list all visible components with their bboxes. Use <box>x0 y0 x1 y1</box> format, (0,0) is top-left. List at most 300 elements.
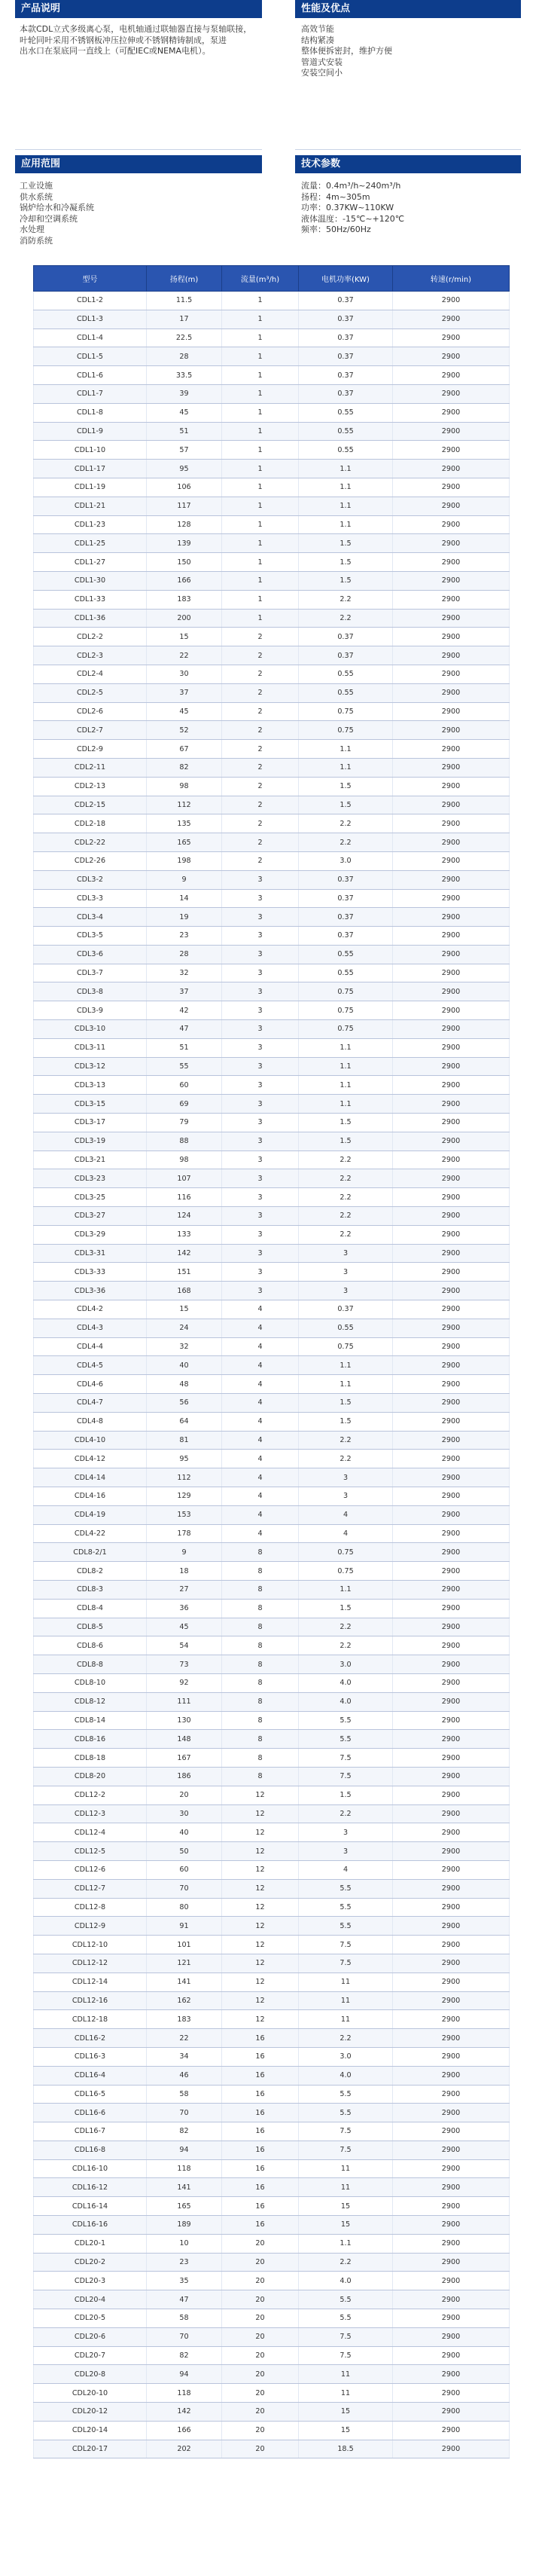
cell-model: CDL20-1 <box>34 2234 147 2253</box>
table-row <box>34 1319 510 1337</box>
cell-power: 1.1 <box>299 460 393 478</box>
table-row <box>34 796 510 814</box>
cell-power: 11 <box>299 1972 393 1991</box>
cell-speed: 2900 <box>393 310 510 328</box>
cell-flow: 4 <box>222 1487 299 1506</box>
cell-model: CDL4-12 <box>34 1450 147 1468</box>
table-row <box>34 1842 510 1861</box>
cell-power: 0.37 <box>299 1300 393 1319</box>
cell-head: 165 <box>147 2197 222 2216</box>
cell-flow: 4 <box>222 1394 299 1413</box>
cell-head: 47 <box>147 1020 222 1039</box>
cell-flow: 2 <box>222 851 299 870</box>
applications-line: 消防系统 <box>20 235 53 246</box>
spec-table <box>33 265 510 2458</box>
cell-flow: 8 <box>222 1655 299 1674</box>
cell-power: 5.5 <box>299 2290 393 2309</box>
product-desc-title: 产品说明 <box>15 0 262 18</box>
cell-head: 153 <box>147 1505 222 1524</box>
cell-model: CDL1-5 <box>34 347 147 366</box>
cell-power: 1.1 <box>299 1580 393 1599</box>
table-row <box>34 1057 510 1076</box>
cell-model: CDL2-5 <box>34 683 147 702</box>
table-row <box>34 2421 510 2440</box>
features-line: 高效节能 <box>301 24 334 34</box>
cell-model: CDL8-8 <box>34 1655 147 1674</box>
cell-flow: 8 <box>222 1749 299 1768</box>
cell-flow: 3 <box>222 1225 299 1244</box>
cell-head: 67 <box>147 740 222 759</box>
cell-head: 94 <box>147 2141 222 2159</box>
table-row <box>34 1543 510 1562</box>
cell-power: 0.37 <box>299 366 393 385</box>
cell-model: CDL20-4 <box>34 2290 147 2309</box>
cell-power: 2.2 <box>299 1188 393 1207</box>
cell-model: CDL12-18 <box>34 2010 147 2029</box>
cell-power: 11 <box>299 1991 393 2010</box>
cell-head: 166 <box>147 2421 222 2440</box>
cell-speed: 2900 <box>393 1095 510 1114</box>
cell-flow: 20 <box>222 2384 299 2403</box>
cell-speed: 2900 <box>393 1394 510 1413</box>
cell-model: CDL8-12 <box>34 1692 147 1711</box>
cell-power: 0.55 <box>299 403 393 422</box>
cell-power: 3 <box>299 1244 393 1263</box>
table-row <box>34 1917 510 1936</box>
cell-head: 112 <box>147 796 222 814</box>
cell-model: CDL16-14 <box>34 2197 147 2216</box>
cell-speed: 2900 <box>393 1917 510 1936</box>
tech-params-text <box>301 181 519 236</box>
cell-speed: 2900 <box>393 1038 510 1057</box>
cell-model: CDL12-5 <box>34 1842 147 1861</box>
cell-speed: 2900 <box>393 1898 510 1917</box>
cell-speed: 2900 <box>393 292 510 310</box>
cell-flow: 20 <box>222 2346 299 2365</box>
table-row <box>34 460 510 478</box>
cell-model: CDL20-10 <box>34 2384 147 2403</box>
header-head: 扬程(m) <box>147 266 222 292</box>
cell-power: 15 <box>299 2421 393 2440</box>
cell-power: 3 <box>299 1468 393 1487</box>
cell-power: 1.5 <box>299 1412 393 1431</box>
cell-power: 0.75 <box>299 1001 393 1020</box>
cell-head: 70 <box>147 2104 222 2122</box>
cell-power: 1.5 <box>299 1394 393 1413</box>
cell-flow: 12 <box>222 1917 299 1936</box>
header-power: 电机功率(KW) <box>299 266 393 292</box>
cell-power: 5.5 <box>299 2085 393 2104</box>
cell-speed: 2900 <box>393 1505 510 1524</box>
cell-speed: 2900 <box>393 1001 510 1020</box>
cell-model: CDL1-3 <box>34 310 147 328</box>
cell-flow: 3 <box>222 889 299 908</box>
cell-speed: 2900 <box>393 1730 510 1749</box>
product-desc-line: 叶轮同叶采用不锈钢板冲压拉伸或不锈钢精铸制成，泵进 <box>20 35 227 45</box>
cell-power: 7.5 <box>299 2122 393 2141</box>
table-row <box>34 2309 510 2328</box>
cell-speed: 2900 <box>393 515 510 534</box>
cell-model: CDL4-3 <box>34 1319 147 1337</box>
cell-speed: 2900 <box>393 2010 510 2029</box>
cell-speed: 2900 <box>393 1599 510 1618</box>
divider-right <box>295 149 521 150</box>
cell-power: 0.55 <box>299 665 393 683</box>
cell-speed: 2900 <box>393 1319 510 1337</box>
cell-speed: 2900 <box>393 1468 510 1487</box>
cell-speed: 2900 <box>393 2029 510 2048</box>
cell-power: 5.5 <box>299 2104 393 2122</box>
cell-flow: 1 <box>222 478 299 497</box>
cell-flow: 16 <box>222 2047 299 2066</box>
cell-head: 50 <box>147 1842 222 1861</box>
cell-head: 94 <box>147 2365 222 2384</box>
cell-head: 121 <box>147 1954 222 1972</box>
cell-model: CDL8-5 <box>34 1618 147 1636</box>
table-row <box>34 851 510 870</box>
table-row <box>34 366 510 385</box>
table-row <box>34 927 510 946</box>
cell-speed: 2900 <box>393 2253 510 2272</box>
table-row <box>34 2141 510 2159</box>
cell-speed: 2900 <box>393 683 510 702</box>
cell-flow: 12 <box>222 1786 299 1804</box>
cell-speed: 2900 <box>393 814 510 833</box>
cell-flow: 1 <box>222 609 299 628</box>
cell-head: 22 <box>147 2029 222 2048</box>
cell-model: CDL3-21 <box>34 1150 147 1169</box>
cell-head: 51 <box>147 1038 222 1057</box>
cell-model: CDL3-7 <box>34 964 147 982</box>
cell-speed: 2900 <box>393 1412 510 1431</box>
table-row <box>34 1580 510 1599</box>
cell-head: 91 <box>147 1917 222 1936</box>
cell-head: 60 <box>147 1076 222 1095</box>
cell-model: CDL1-9 <box>34 422 147 441</box>
cell-flow: 3 <box>222 1095 299 1114</box>
cell-head: 40 <box>147 1823 222 1842</box>
cell-power: 4 <box>299 1860 393 1879</box>
cell-model: CDL2-4 <box>34 665 147 683</box>
cell-flow: 4 <box>222 1505 299 1524</box>
cell-flow: 16 <box>222 2141 299 2159</box>
table-row <box>34 1655 510 1674</box>
table-row <box>34 1394 510 1413</box>
cell-model: CDL3-8 <box>34 982 147 1001</box>
cell-model: CDL3-23 <box>34 1169 147 1188</box>
table-row <box>34 2272 510 2290</box>
cell-model: CDL8-6 <box>34 1636 147 1655</box>
cell-model: CDL4-14 <box>34 1468 147 1487</box>
cell-model: CDL4-7 <box>34 1394 147 1413</box>
cell-flow: 16 <box>222 2104 299 2122</box>
cell-model: CDL3-17 <box>34 1114 147 1132</box>
cell-model: CDL1-21 <box>34 497 147 515</box>
cell-model: CDL1-36 <box>34 609 147 628</box>
cell-model: CDL2-2 <box>34 628 147 646</box>
table-row <box>34 1095 510 1114</box>
cell-power: 1.1 <box>299 740 393 759</box>
cell-power: 2.2 <box>299 590 393 609</box>
cell-model: CDL20-14 <box>34 2421 147 2440</box>
table-body <box>34 292 510 2458</box>
cell-model: CDL3-3 <box>34 889 147 908</box>
cell-head: 118 <box>147 2384 222 2403</box>
cell-power: 15 <box>299 2197 393 2216</box>
cell-model: CDL8-4 <box>34 1599 147 1618</box>
cell-head: 17 <box>147 310 222 328</box>
cell-speed: 2900 <box>393 2440 510 2458</box>
cell-flow: 12 <box>222 1842 299 1861</box>
cell-speed: 2900 <box>393 945 510 964</box>
applications-line: 水处理 <box>20 225 44 234</box>
cell-power: 1.1 <box>299 515 393 534</box>
cell-power: 0.37 <box>299 628 393 646</box>
cell-model: CDL3-6 <box>34 945 147 964</box>
cell-speed: 2900 <box>393 384 510 403</box>
tech-params-line: 流量：0.4m³/h~240m³/h <box>301 181 401 191</box>
table-row <box>34 1132 510 1150</box>
cell-speed: 2900 <box>393 441 510 460</box>
cell-head: 30 <box>147 665 222 683</box>
cell-speed: 2900 <box>393 403 510 422</box>
cell-flow: 3 <box>222 1244 299 1263</box>
cell-power: 15 <box>299 2216 393 2235</box>
cell-flow: 3 <box>222 927 299 946</box>
cell-head: 32 <box>147 964 222 982</box>
header-model: 型号 <box>34 266 147 292</box>
table-row <box>34 1898 510 1917</box>
cell-speed: 2900 <box>393 2141 510 2159</box>
cell-head: 142 <box>147 2403 222 2422</box>
table-row <box>34 2047 510 2066</box>
table-row <box>34 2159 510 2178</box>
cell-power: 0.37 <box>299 870 393 889</box>
table-row <box>34 1207 510 1226</box>
applications-title: 应用范围 <box>15 155 262 173</box>
cell-speed: 2900 <box>393 2122 510 2141</box>
cell-head: 69 <box>147 1095 222 1114</box>
table-row <box>34 1823 510 1842</box>
cell-model: CDL16-6 <box>34 2104 147 2122</box>
cell-head: 82 <box>147 2122 222 2141</box>
cell-flow: 1 <box>222 534 299 553</box>
cell-model: CDL4-22 <box>34 1524 147 1543</box>
cell-head: 30 <box>147 1804 222 1823</box>
cell-flow: 3 <box>222 1001 299 1020</box>
cell-head: 23 <box>147 927 222 946</box>
table-row <box>34 2403 510 2422</box>
cell-power: 0.55 <box>299 1319 393 1337</box>
cell-power: 15 <box>299 2403 393 2422</box>
cell-flow: 1 <box>222 460 299 478</box>
table-row <box>34 1375 510 1394</box>
cell-speed: 2900 <box>393 665 510 683</box>
cell-speed: 2900 <box>393 646 510 665</box>
cell-model: CDL4-16 <box>34 1487 147 1506</box>
cell-flow: 1 <box>222 310 299 328</box>
cell-head: 36 <box>147 1599 222 1618</box>
cell-power: 2.2 <box>299 1225 393 1244</box>
cell-speed: 2900 <box>393 1972 510 1991</box>
table-row <box>34 292 510 310</box>
cell-model: CDL2-13 <box>34 777 147 796</box>
cell-model: CDL8-3 <box>34 1580 147 1599</box>
cell-flow: 3 <box>222 1169 299 1188</box>
table-row <box>34 1860 510 1879</box>
cell-model: CDL1-27 <box>34 553 147 572</box>
cell-flow: 20 <box>222 2421 299 2440</box>
table-row <box>34 1300 510 1319</box>
cell-power: 7.5 <box>299 1767 393 1786</box>
divider-left <box>15 149 262 150</box>
cell-head: 202 <box>147 2440 222 2458</box>
cell-model: CDL16-12 <box>34 2178 147 2197</box>
cell-speed: 2900 <box>393 2159 510 2178</box>
applications-line: 供水系统 <box>20 191 53 202</box>
cell-power: 0.55 <box>299 422 393 441</box>
cell-power: 0.75 <box>299 1020 393 1039</box>
cell-power: 2.2 <box>299 1431 393 1450</box>
cell-head: 92 <box>147 1673 222 1692</box>
cell-flow: 1 <box>222 328 299 347</box>
cell-flow: 2 <box>222 740 299 759</box>
cell-flow: 4 <box>222 1337 299 1356</box>
cell-flow: 2 <box>222 646 299 665</box>
cell-flow: 1 <box>222 384 299 403</box>
cell-model: CDL4-8 <box>34 1412 147 1431</box>
cell-model: CDL4-10 <box>34 1431 147 1450</box>
table-row <box>34 515 510 534</box>
cell-flow: 20 <box>222 2309 299 2328</box>
features-title: 性能及优点 <box>295 0 521 18</box>
cell-head: 22.5 <box>147 328 222 347</box>
cell-model: CDL12-3 <box>34 1804 147 1823</box>
cell-model: CDL2-11 <box>34 758 147 777</box>
cell-power: 0.37 <box>299 908 393 927</box>
cell-speed: 2900 <box>393 870 510 889</box>
cell-power: 3.0 <box>299 2047 393 2066</box>
cell-head: 133 <box>147 1225 222 1244</box>
cell-power: 0.75 <box>299 1337 393 1356</box>
cell-head: 58 <box>147 2085 222 2104</box>
cell-speed: 2900 <box>393 1057 510 1076</box>
cell-head: 107 <box>147 1169 222 1188</box>
cell-flow: 20 <box>222 2253 299 2272</box>
cell-model: CDL20-7 <box>34 2346 147 2365</box>
cell-model: CDL16-3 <box>34 2047 147 2066</box>
table-row <box>34 721 510 740</box>
cell-head: 40 <box>147 1356 222 1375</box>
applications-text <box>20 181 260 246</box>
cell-head: 118 <box>147 2159 222 2178</box>
cell-speed: 2900 <box>393 1860 510 1879</box>
cell-flow: 8 <box>222 1618 299 1636</box>
cell-flow: 3 <box>222 964 299 982</box>
cell-flow: 3 <box>222 1150 299 1169</box>
cell-head: 167 <box>147 1749 222 1768</box>
cell-power: 5.5 <box>299 1879 393 1898</box>
cell-speed: 2900 <box>393 2272 510 2290</box>
cell-power: 1.5 <box>299 1786 393 1804</box>
cell-speed: 2900 <box>393 1543 510 1562</box>
cell-head: 42 <box>147 1001 222 1020</box>
cell-power: 2.2 <box>299 1207 393 1226</box>
cell-speed: 2900 <box>393 1786 510 1804</box>
cell-speed: 2900 <box>393 2309 510 2328</box>
cell-flow: 3 <box>222 1188 299 1207</box>
cell-head: 20 <box>147 1786 222 1804</box>
cell-head: 33.5 <box>147 366 222 385</box>
cell-head: 168 <box>147 1282 222 1300</box>
cell-model: CDL3-4 <box>34 908 147 927</box>
table-row <box>34 1282 510 1300</box>
table-row <box>34 1767 510 1786</box>
cell-model: CDL20-6 <box>34 2327 147 2346</box>
table-row <box>34 497 510 515</box>
cell-model: CDL3-10 <box>34 1020 147 1039</box>
cell-model: CDL3-9 <box>34 1001 147 1020</box>
cell-flow: 3 <box>222 908 299 927</box>
cell-power: 2.2 <box>299 2029 393 2048</box>
cell-model: CDL1-33 <box>34 590 147 609</box>
cell-power: 7.5 <box>299 1954 393 1972</box>
cell-flow: 16 <box>222 2159 299 2178</box>
product-desc-line: 出水口在泵底同一直线上（可配IEC或NEMA电机）。 <box>20 46 211 56</box>
cell-speed: 2900 <box>393 2327 510 2346</box>
cell-power: 3.0 <box>299 1655 393 1674</box>
cell-model: CDL8-20 <box>34 1767 147 1786</box>
cell-model: CDL20-17 <box>34 2440 147 2458</box>
table-row <box>34 2234 510 2253</box>
cell-flow: 12 <box>222 2010 299 2029</box>
cell-speed: 2900 <box>393 927 510 946</box>
cell-head: 128 <box>147 515 222 534</box>
table-row <box>34 1673 510 1692</box>
cell-head: 135 <box>147 814 222 833</box>
cell-power: 1.5 <box>299 571 393 590</box>
cell-power: 1.1 <box>299 1038 393 1057</box>
cell-speed: 2900 <box>393 1767 510 1786</box>
cell-model: CDL3-11 <box>34 1038 147 1057</box>
cell-power: 1.5 <box>299 1114 393 1132</box>
cell-power: 0.75 <box>299 1562 393 1581</box>
table-row <box>34 2253 510 2272</box>
cell-head: 45 <box>147 403 222 422</box>
cell-head: 95 <box>147 460 222 478</box>
table-row <box>34 2197 510 2216</box>
cell-model: CDL16-5 <box>34 2085 147 2104</box>
cell-model: CDL12-7 <box>34 1879 147 1898</box>
cell-speed: 2900 <box>393 1207 510 1226</box>
cell-flow: 12 <box>222 1823 299 1842</box>
cell-power: 7.5 <box>299 1749 393 1768</box>
cell-flow: 4 <box>222 1412 299 1431</box>
cell-head: 9 <box>147 870 222 889</box>
table-row <box>34 702 510 721</box>
cell-head: 28 <box>147 347 222 366</box>
table-row <box>34 403 510 422</box>
cell-power: 1.1 <box>299 1356 393 1375</box>
cell-speed: 2900 <box>393 2197 510 2216</box>
cell-power: 0.75 <box>299 721 393 740</box>
cell-power: 3 <box>299 1263 393 1282</box>
cell-model: CDL3-13 <box>34 1076 147 1095</box>
table-row <box>34 1505 510 1524</box>
table-row <box>34 1618 510 1636</box>
cell-power: 0.75 <box>299 1543 393 1562</box>
cell-flow: 4 <box>222 1356 299 1375</box>
